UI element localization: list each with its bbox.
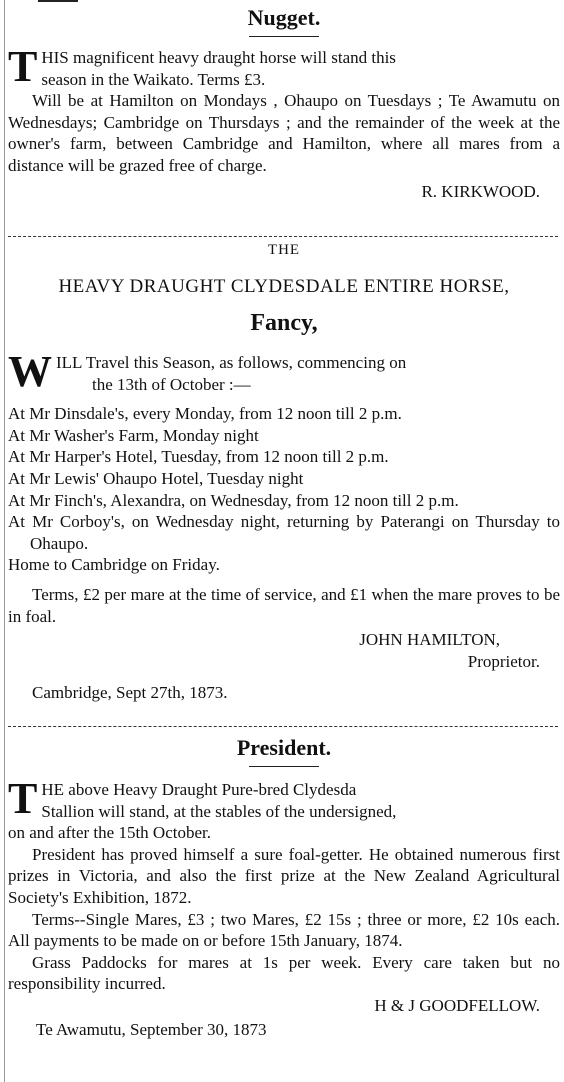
president-dropcap: T — [8, 774, 38, 823]
fancy-signature: JOHN HAMILTON, — [359, 630, 500, 650]
separator-rule-1 — [8, 236, 558, 237]
nugget-paragraph: Will be at Hamilton on Mondays , Ohaupo on Tuesdays ; Te Awamutu on Wednesdays; Cambridge on Thursdays ; and the remainder of the week at the owner's farm, between Cambridge and Hamilton, where all mares from a distance will be grazed free of charge. — [8, 91, 560, 175]
fancy-title: Fancy, — [250, 310, 318, 336]
fancy-the: THE — [267, 242, 301, 258]
schedule-item: At Mr Finch's, Alexandra, on Wednesday, from 12 noon till 2 p.m. — [8, 490, 459, 510]
fancy-role: Proprietor. — [467, 651, 540, 671]
fancy-advertisement — [8, 240, 560, 704]
top-rule — [38, 0, 78, 2]
nugget-dropcap: T — [8, 42, 38, 91]
president-title-rule — [249, 766, 319, 767]
schedule-item: At Mr Corboy's, on Wednesday night, returning by Paterangi on Thursday to Ohaupo. — [8, 512, 560, 553]
president-paragraph-2: President has proved himself a sure foal-getter. He obtained numerous first prizes in Victoria, and also the first prize at the New Zealand Agricultural Society's Exhibition, 1872. — [8, 844, 560, 907]
fancy-intro — [8, 347, 560, 396]
president-line-1: HE above Heavy Draught Pure-bred Clydesda — [41, 780, 357, 799]
president-intro — [8, 774, 560, 844]
nugget-title: Nugget. — [247, 5, 321, 30]
president-line-3: on and after the 15th October. — [8, 823, 211, 843]
fancy-subtitle: HEAVY DRAUGHT CLYDESDALE ENTIRE HORSE, — [58, 276, 510, 297]
nugget-advertisement — [8, 4, 560, 202]
schedule-item: At Mr Washer's Farm, Monday night — [8, 425, 259, 445]
fancy-terms: Terms, £2 per mare at the time of service, and £1 when the mare proves to be in foal. — [8, 584, 560, 626]
schedule-item: At Mr Lewis' Ohaupo Hotel, Tuesday night — [8, 468, 304, 488]
fancy-line-2: the 13th of October :— — [92, 374, 251, 394]
president-paragraph-3: Terms--Single Mares, £3 ; two Mares, £2 15s ; three or more, £2 10s each. All payments to be made on or before 15th January, 1874. — [8, 909, 560, 951]
schedule-item: At Mr Harper's Hotel, Tuesday, from 12 noon till 2 p.m. — [8, 447, 389, 467]
nugget-intro — [8, 42, 560, 91]
president-signature: H & J GOODFELLOW. — [374, 995, 540, 1015]
nugget-title-rule — [249, 36, 319, 37]
president-paragraph-4: Grass Paddocks for mares at 1s per week. Every care taken but no responsibility incurred. — [8, 952, 560, 994]
president-title: President. — [236, 735, 332, 760]
nugget-line-2: season in the Waikato. Terms £3. — [41, 69, 266, 89]
fancy-line-1: ILL Travel this Season, as follows, commencing on — [56, 353, 407, 372]
president-line-2: Stallion will stand, at the stables of the undersigned, — [41, 801, 397, 821]
separator-rule-2 — [8, 726, 558, 727]
president-advertisement — [8, 734, 560, 1040]
fancy-schedule — [8, 403, 560, 576]
schedule-item: Home to Cambridge on Friday. — [8, 555, 220, 575]
president-dateline: Te Awamutu, September 30, 1873 — [36, 1019, 267, 1039]
fancy-dateline: Cambridge, Sept 27th, 1873. — [32, 683, 228, 703]
fancy-dropcap: W — [8, 347, 52, 396]
nugget-line-1: HIS magnificent heavy draught horse will stand this — [41, 48, 396, 67]
nugget-signature: R. KIRKWOOD. — [421, 181, 540, 201]
schedule-item: At Mr Dinsdale's, every Monday, from 12 noon till 2 p.m. — [8, 404, 402, 424]
page-edge-line — [4, 0, 5, 1082]
